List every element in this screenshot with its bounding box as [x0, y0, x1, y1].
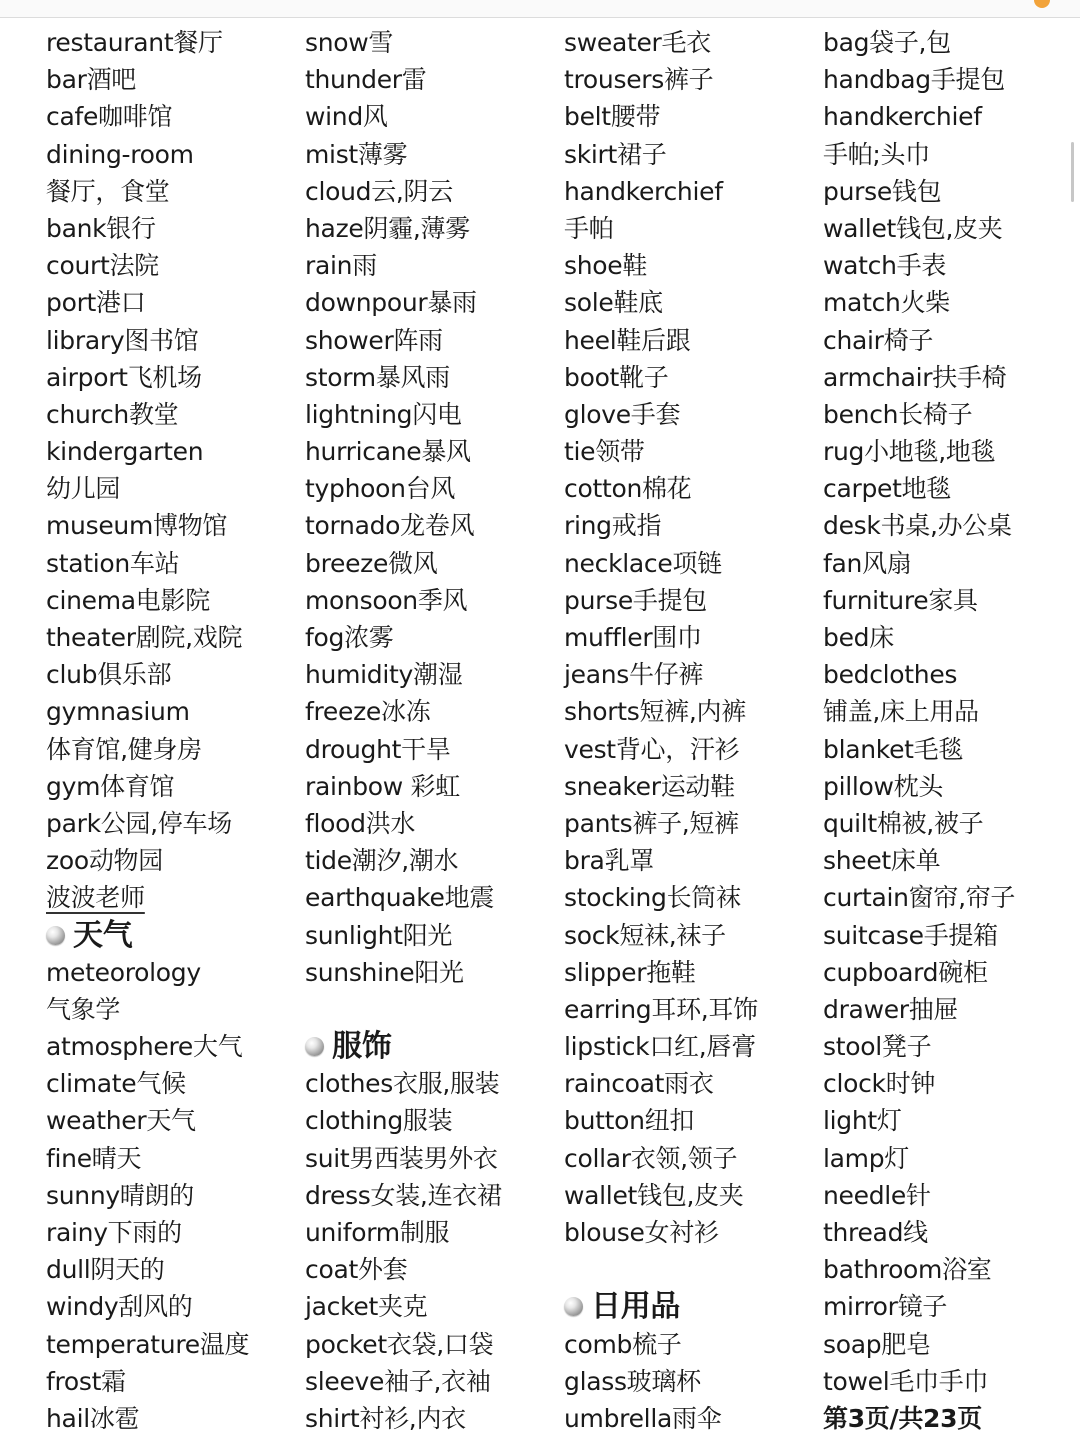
vocab-entry: dress女装,连衣裙: [305, 1180, 502, 1210]
vocab-entry: skirt裙子: [564, 139, 667, 169]
vocab-entry: clothes衣服,服装: [305, 1069, 500, 1099]
vocab-entry: suit男西装男外衣: [305, 1143, 498, 1173]
vocab-entry: carpet地毯: [823, 474, 951, 504]
vocab-entry: flood洪水: [305, 808, 416, 838]
vocab-entry: glass玻璃杯: [564, 1366, 701, 1396]
vocab-entry: ring戒指: [564, 511, 662, 541]
vocab-entry: jacket夹克: [305, 1292, 428, 1322]
vocab-entry: mirror镜子: [823, 1292, 948, 1322]
vocab-entry: storm暴风雨: [305, 362, 450, 392]
author-link[interactable]: 波波老师: [46, 883, 145, 913]
vocab-entry: mist薄雾: [305, 139, 408, 169]
bullet-icon: [305, 1037, 324, 1056]
vocab-entry: necklace项链: [564, 548, 722, 578]
vocab-entry: desk书桌,办公桌: [823, 511, 1012, 541]
vocab-entry: 手帕;头巾: [823, 139, 930, 169]
vocab-entry: frost霜: [46, 1366, 126, 1396]
column-4: [823, 24, 1073, 1437]
vocab-entry: belt腰带: [564, 102, 661, 132]
vocab-entry: church教堂: [46, 399, 179, 429]
vocab-entry: umbrella雨伞: [564, 1403, 722, 1433]
spacer: [305, 991, 555, 1028]
vocab-entry: glove手套: [564, 399, 681, 429]
vocab-entry: sheet床单: [823, 846, 941, 876]
vocab-entry: thread线: [823, 1218, 928, 1247]
vocab-entry: curtain窗帘,帘子: [823, 883, 1016, 913]
vocab-entry: collar衣领,领子: [564, 1143, 738, 1173]
spacer: [564, 1251, 814, 1288]
vocab-entry: uniform制服: [305, 1218, 450, 1247]
vocab-entry: earring耳环,耳饰: [564, 994, 758, 1024]
vocab-entry: restaurant餐厅: [46, 28, 223, 57]
vocab-entry: clock时钟: [823, 1069, 936, 1099]
page-indicator: 第3页/共23页: [823, 1403, 982, 1433]
vocab-entry: pillow枕头: [823, 771, 944, 801]
vocab-entry: quilt棉被,被子: [823, 808, 984, 838]
vocab-entry: court法院: [46, 251, 159, 281]
vocab-entry: bench长椅子: [823, 399, 973, 429]
vocab-entry: lipstick口红,唇膏: [564, 1032, 756, 1062]
vocab-entry: needle针: [823, 1180, 931, 1210]
vocab-entry: handkerchief: [823, 102, 982, 132]
vocab-entry: haze阴霾,薄雾: [305, 213, 470, 243]
vocab-entry: bar酒吧: [46, 65, 136, 95]
vocab-entry: muffler围巾: [564, 623, 702, 652]
vocab-entry: dining-room: [46, 139, 194, 169]
vocab-entry: lightning闪电: [305, 399, 462, 429]
vocab-entry: 气象学: [46, 994, 121, 1024]
section-heading-label: 天气: [73, 917, 133, 953]
vocab-entry: 体育馆,健身房: [46, 734, 202, 764]
vocab-entry: cinema电影院: [46, 585, 210, 615]
vocab-entry: vest背心，汗衫: [564, 734, 740, 764]
vocab-entry: 餐厅，食堂: [46, 176, 170, 206]
vocab-entry: port港口: [46, 288, 146, 318]
vocab-entry: sleeve袖子,衣袖: [305, 1366, 491, 1396]
vocab-entry: cotton棉花: [564, 474, 692, 504]
bullet-icon: [46, 926, 65, 945]
vocab-entry: coat外套: [305, 1255, 408, 1285]
vocab-entry: rainbow 彩虹: [305, 771, 460, 801]
vocab-entry: blanket毛毯: [823, 734, 964, 764]
vocab-entry: slipper拖鞋: [564, 957, 696, 987]
vocab-entry: match火柴: [823, 288, 950, 318]
vocab-entry: stool凳子: [823, 1032, 932, 1062]
vocab-entry: windy刮风的: [46, 1292, 193, 1322]
section-heading-label: 服饰: [332, 1029, 392, 1065]
notification-dot-icon[interactable]: [1034, 0, 1050, 8]
vocab-entry: earthquake地震: [305, 883, 495, 913]
vocab-entry: wallet钱包,皮夹: [564, 1180, 744, 1210]
vocab-entry: heel鞋后跟: [564, 325, 691, 355]
vocab-entry: tide潮汐,潮水: [305, 846, 459, 876]
vocab-entry: armchair扶手椅: [823, 362, 1007, 392]
vocab-entry: snow雪: [305, 28, 394, 57]
vocab-entry: towel毛巾手巾: [823, 1366, 989, 1396]
vocab-entry: button纽扣: [564, 1106, 695, 1136]
vocab-entry: gymnasium: [46, 697, 190, 727]
vocab-entry: theater剧院,戏院: [46, 623, 243, 652]
vocab-entry: fog浓雾: [305, 623, 394, 652]
vocab-entry: wallet钱包,皮夹: [823, 213, 1003, 243]
vocab-entry: bra乳罩: [564, 846, 654, 876]
vocab-entry: sweater毛衣: [564, 28, 711, 57]
vocab-entry: downpour暴雨: [305, 288, 477, 318]
vocab-entry: rainy下雨的: [46, 1218, 182, 1247]
vocab-entry: shower阵雨: [305, 325, 443, 355]
vocab-entry: thunder雷: [305, 65, 427, 95]
vocab-entry: dull阴天的: [46, 1255, 165, 1285]
vocab-entry: jeans牛仔裤: [564, 660, 704, 690]
vocab-entry: fan风扇: [823, 548, 912, 578]
vocab-entry: breeze微风: [305, 548, 438, 578]
vocab-entry: trousers裤子: [564, 65, 714, 95]
vocab-entry: sole鞋底: [564, 288, 663, 318]
vocab-entry: 手帕: [564, 213, 614, 243]
vocab-entry: weather天气: [46, 1106, 196, 1136]
vocab-entry: handbag手提包: [823, 65, 1005, 95]
vocab-entry: rain雨: [305, 251, 377, 281]
vocab-entry: sunny晴朗的: [46, 1180, 194, 1210]
vocab-entry: tie领带: [564, 437, 645, 467]
vocab-entry: fine晴天: [46, 1143, 142, 1173]
vocab-entry: cloud云,阴云: [305, 176, 453, 206]
vocab-entry: atmosphere大气: [46, 1032, 243, 1062]
section-heading-clothing: [305, 1028, 555, 1065]
vocab-entry: wind风: [305, 102, 388, 132]
top-toolbar: [0, 0, 1080, 18]
column-2: [305, 24, 555, 1437]
section-heading-weather: [46, 917, 296, 954]
vocab-entry: 幼儿园: [46, 474, 121, 504]
vocab-entry: watch手表: [823, 251, 947, 281]
vocab-entry: temperature温度: [46, 1329, 250, 1359]
vocab-entry: bed床: [823, 623, 894, 652]
vocab-entry: museum博物馆: [46, 511, 228, 541]
vocab-entry: bag袋子,包: [823, 28, 951, 57]
vocab-entry: hurricane暴风: [305, 437, 471, 467]
vocab-entry: comb梳子: [564, 1329, 682, 1359]
vocab-entry: park公园,停车场: [46, 808, 232, 838]
vocab-entry: sock短袜,袜子: [564, 920, 726, 950]
vocab-entry: handkerchief: [564, 176, 723, 206]
vocab-entry: furniture家具: [823, 585, 978, 615]
section-heading-daily-goods: [564, 1288, 814, 1325]
vocab-entry: bathroom浴室: [823, 1255, 992, 1285]
vocab-entry: sunshine阳光: [305, 957, 464, 987]
vocab-entry: cafe咖啡馆: [46, 102, 173, 132]
bullet-icon: [564, 1297, 583, 1316]
vocab-entry: kindergarten: [46, 437, 204, 467]
vocab-entry: airport飞机场: [46, 362, 202, 392]
vocab-entry: sunlight阳光: [305, 920, 453, 950]
column-1: [46, 24, 296, 1437]
vocab-entry: 铺盖,床上用品: [823, 697, 979, 727]
vocab-entry: bedclothes: [823, 660, 958, 690]
vocab-entry: raincoat雨衣: [564, 1069, 714, 1099]
vocab-entry: meteorology: [46, 957, 201, 987]
vocab-entry: rug小地毯,地毯: [823, 437, 996, 467]
vocab-entry: purse手提包: [564, 585, 707, 615]
vocab-entry: boot靴子: [564, 362, 669, 392]
vocab-entry: shorts短裤,内裤: [564, 697, 746, 727]
vocab-entry: typhoon台风: [305, 474, 456, 504]
section-heading-label: 日用品: [591, 1289, 681, 1325]
column-3: [564, 24, 814, 1437]
vocab-entry: light灯: [823, 1106, 902, 1136]
vocab-entry: chair椅子: [823, 325, 934, 355]
vocab-entry: purse钱包: [823, 176, 942, 206]
vocab-entry: freeze冰冻: [305, 697, 431, 727]
vocab-entry: cupboard碗柜: [823, 957, 988, 987]
vocab-entry: soap肥皂: [823, 1329, 931, 1359]
vocab-entry: hail冰雹: [46, 1403, 140, 1433]
vocab-entry: shirt衬衫,内衣: [305, 1403, 466, 1433]
vocab-entry: suitcase手提箱: [823, 920, 998, 950]
vocab-entry: pocket衣袋,口袋: [305, 1329, 494, 1359]
vocab-entry: monsoon季风: [305, 585, 468, 615]
vocab-entry: stocking长筒袜: [564, 883, 741, 913]
vocab-entry: tornado龙卷风: [305, 511, 475, 541]
vocab-entry: club俱乐部: [46, 660, 172, 690]
vocab-entry: humidity潮湿: [305, 660, 463, 690]
vocab-entry: sneaker运动鞋: [564, 771, 735, 801]
vocab-entry: pants裤子,短裤: [564, 808, 739, 838]
vocab-entry: library图书馆: [46, 325, 199, 355]
vocab-entry: lamp灯: [823, 1143, 909, 1173]
vocab-entry: clothing服装: [305, 1106, 453, 1136]
vocab-entry: blouse女衬衫: [564, 1218, 719, 1247]
vocab-entry: zoo动物园: [46, 846, 163, 876]
vocab-entry: drought干旱: [305, 734, 451, 764]
vocab-entry: drawer抽屉: [823, 994, 959, 1024]
vocab-entry: station车站: [46, 548, 180, 578]
vocab-entry: gym体育馆: [46, 771, 175, 801]
vocab-entry: climate气候: [46, 1069, 186, 1099]
vocab-entry: shoe鞋: [564, 251, 648, 281]
vocab-entry: bank银行: [46, 213, 156, 243]
